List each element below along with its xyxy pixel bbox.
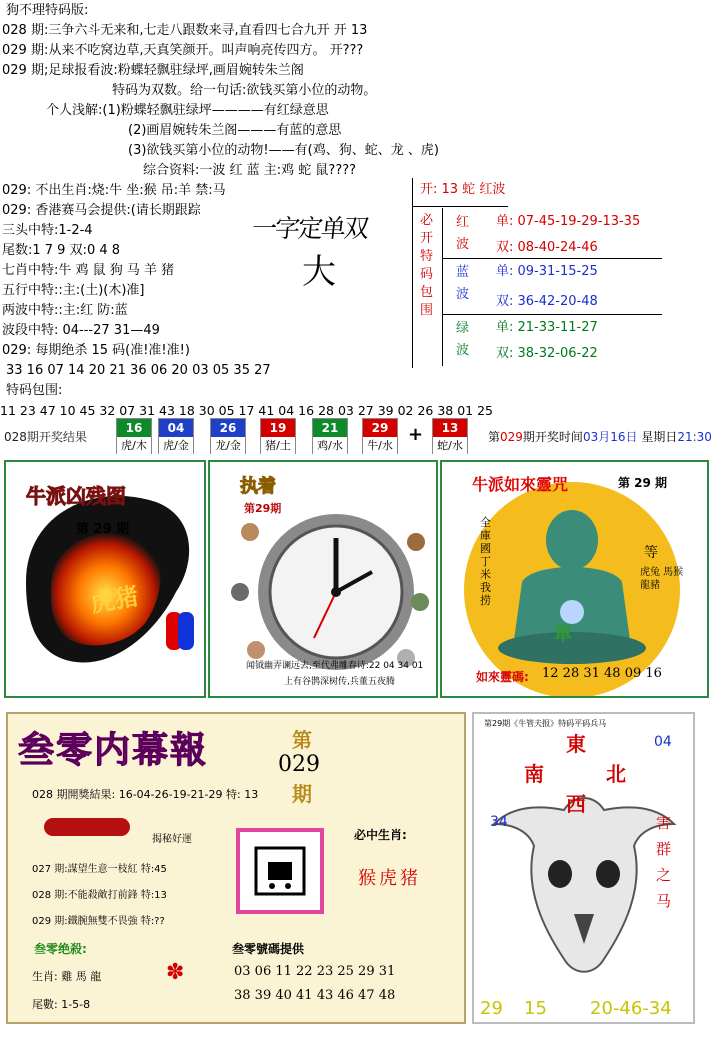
- tile4-issue: 029: [278, 752, 320, 777]
- panel-rule: [442, 314, 662, 315]
- special-numbers: 11 23 47 10 45 32 07 31 43 18 30 05 17 41 04 16 28 03 27 39 02 26 38 01 25: [0, 403, 494, 418]
- plus-sign: +: [408, 424, 424, 445]
- tile5-south: 南: [524, 762, 544, 786]
- tile3-title: 牛派如來靈咒: [472, 475, 569, 494]
- tile3-left-verse: 全庫國丁米我捞: [480, 516, 491, 607]
- red-label: 红 波: [456, 215, 470, 252]
- vertical-char: 围: [420, 303, 434, 318]
- result-ball: [260, 418, 296, 454]
- tile5-04: 04: [654, 734, 672, 750]
- next-weekday: 星期日: [641, 430, 678, 444]
- left-line-7: 两波中特::主:红 防:蓝: [2, 303, 128, 318]
- line-028: 028 期:三争六斗无来和,七走八跟数来寻,直看四七合九开 开 13: [2, 23, 368, 38]
- result-label: 028期开奖结果: [4, 430, 87, 444]
- ball-number: 04: [159, 419, 193, 437]
- left-line-8: 波段中特: 04---27 31—49: [2, 323, 160, 338]
- tile4-must: 必中生肖:: [354, 828, 407, 842]
- line-029a: 029 期:从来不吃窝边草,天真笑颜开。叫声响亮传四方。 开???: [2, 43, 364, 58]
- tile4-codes-row-2: 38 39 40 41 43 46 47 48: [234, 988, 396, 1003]
- tile4-row-1: 027 期:謀望生意一枝紅 特:45: [32, 864, 167, 875]
- tile-cruel-chart: [4, 460, 206, 698]
- vertical-char: 包: [420, 285, 434, 300]
- ball-number: 16: [117, 419, 151, 437]
- tile4-title: 叁零内幕報: [18, 730, 209, 771]
- tile4-zodiacs: 猴虎猪: [358, 868, 421, 889]
- tile3-issue: 第 29 期: [618, 476, 668, 490]
- tile-buddha-spell: [440, 460, 709, 698]
- cart-icon: [240, 832, 320, 910]
- tile3-code: 12 28 31 48 09 16: [542, 666, 662, 681]
- tile4-qi: 期: [292, 782, 312, 806]
- left-line-6: 五行中特::主:(土)(木)准]: [2, 283, 145, 298]
- red-single: 单: 07-45-19-29-13-35: [496, 214, 641, 229]
- vertical-char: 特: [420, 249, 434, 264]
- green-label: 绿 波: [456, 321, 470, 358]
- page-title: 狗不理特码版:: [6, 3, 89, 18]
- vertical-char: 码: [420, 267, 434, 282]
- tile-skull: [472, 712, 695, 1024]
- color-panel: [412, 178, 662, 368]
- blue-single: 单: 09-31-15-25: [496, 264, 598, 279]
- tile4-result: 028 期開獎結果: 16-04-26-19-21-29 特: 13: [32, 788, 259, 801]
- ball-zodiac: 牛/水: [363, 437, 397, 454]
- tile4-hint: 揭秘好運: [152, 834, 192, 845]
- tile5-north: 北: [606, 762, 626, 786]
- line-029c: 特码为双数。给一句话:欲钱买第小位的动物。: [112, 83, 377, 98]
- personal-interpretation: 个人浅解:(1)粉蝶轻飘驻绿坪————有红绿意思: [46, 103, 329, 118]
- next-mid: 期开奖时间: [522, 430, 583, 444]
- panel-top: 开: 13 蛇 红波: [420, 182, 506, 197]
- tile1-title: 牛派凶残图: [26, 484, 126, 508]
- result-ball: [362, 418, 398, 454]
- tile-insider-report: [6, 712, 466, 1024]
- ball-zodiac: 猪/土: [261, 437, 295, 454]
- tile4-banner: [44, 818, 130, 836]
- tile4-codes-row-1: 03 06 11 22 23 25 29 31: [234, 964, 396, 979]
- tile2-issue: 第29期: [244, 502, 282, 515]
- tile4-codes-title: 叁零號碼提供: [232, 942, 305, 956]
- next-prefix: 第: [488, 430, 501, 444]
- tile5-bottom-3: 20-46-34: [590, 998, 672, 1019]
- tile3-right-zodiacs: 虎兔 馬猴 龍豬: [640, 567, 684, 591]
- tile4-shengxiao: 生肖: 雞 馬 龍: [32, 970, 102, 983]
- vertical-char: 开: [420, 231, 434, 246]
- ball-zodiac: 蛇/水: [433, 437, 467, 454]
- panel-divider-2: [442, 208, 443, 366]
- vertical-char: 必: [420, 213, 434, 228]
- panel-rule: [412, 206, 508, 207]
- ball-zodiac: 龙/金: [211, 437, 245, 454]
- tile5-west: 西: [566, 792, 586, 816]
- interpretation-2: (2)画眉婉转朱兰阁———有蓝的意思: [128, 123, 342, 138]
- tile4-tips: 叁零绝殺:: [34, 942, 87, 956]
- summary-line: 综合资料:一波 红 蓝 主:鸡 蛇 鼠????: [143, 163, 357, 178]
- next-draw: [488, 428, 712, 445]
- sheep-icon: ✽: [166, 960, 185, 985]
- tile5-header: 第29期《牛管夫报》特码平码兵马: [484, 719, 607, 728]
- blue-label: 蓝 波: [456, 265, 470, 302]
- tile-persistence: [208, 460, 438, 698]
- tile5-bottom-2: 15: [524, 998, 547, 1019]
- left-line-5: 七肖中特:牛 鸡 鼠 狗 马 羊 猪: [2, 263, 175, 278]
- result-ball: [210, 418, 246, 454]
- tile5-bottom-1: 29: [480, 998, 503, 1019]
- next-time: 21:30: [677, 430, 712, 444]
- panel-vertical: [420, 212, 434, 320]
- ball-number: 13: [433, 419, 467, 437]
- tile4-row-3: 029 期:鐵腕無雙不畏強 特:??: [32, 916, 165, 927]
- left-line-9: 029: 每期绝杀 15 码(准!准!准!): [2, 343, 190, 358]
- tile4-di: 第: [292, 728, 312, 752]
- result-ball: [116, 418, 152, 454]
- panel-rule: [442, 258, 662, 259]
- tile4-icon-frame: [236, 828, 324, 914]
- tile1-center: 虎猪: [88, 582, 141, 618]
- tile2-title: 执着: [240, 476, 276, 497]
- left-line-4: 尾数:1 7 9 双:0 4 8: [2, 243, 121, 258]
- next-date: 03月16日: [582, 430, 638, 444]
- red-double: 双: 08-40-24-46: [496, 240, 598, 255]
- ball-number: 26: [211, 419, 245, 437]
- result-strip: [0, 418, 713, 458]
- tile2-caption-1: 闻钺幽弄谰远去,至代弗雕春诗:22 04 34 01: [246, 661, 424, 671]
- tile4-row-2: 028 期:不能殺敵打前鋒 特:13: [32, 890, 167, 901]
- ball-number: 19: [261, 419, 295, 437]
- tile3-right-mark: 等: [644, 545, 658, 561]
- line-029b: 029 期;足球报看波:粉蝶轻飘驻绿坪,画眉婉转朱兰阁: [2, 63, 304, 78]
- result-ball: [432, 418, 468, 454]
- tile5-poem: 害 群 之 马: [656, 814, 672, 910]
- left-line-1: 029: 不出生肖:烧:牛 坐:猴 吊:羊 禁:马: [2, 183, 226, 198]
- tile1-issue: 第 29 期: [76, 522, 130, 537]
- left-line-3: 三头中特:1-2-4: [2, 223, 93, 238]
- calligraphy-line-1: 一字定单双: [250, 214, 369, 243]
- tile4-tail: 尾數: 1-5-8: [32, 998, 91, 1011]
- left-line-2: 029: 香港赛马会提供:(请长期跟踪: [2, 203, 201, 218]
- left-line-11: 特码包围:: [6, 383, 63, 398]
- green-double: 双: 38-32-06-22: [496, 346, 598, 361]
- ball-zodiac: 虎/金: [159, 437, 193, 454]
- result-ball: [312, 418, 348, 454]
- tile3-center: 單: [554, 624, 572, 645]
- tile3-code-label: 如來靈碼:: [476, 670, 529, 684]
- ball-number: 29: [363, 419, 397, 437]
- calligraphy-line-2: 大: [302, 252, 336, 292]
- ball-zodiac: 虎/木: [117, 437, 151, 454]
- tile2-caption-2: 上有谷鹊深树传,兵董五夜腾: [284, 677, 395, 687]
- next-issue: 029: [500, 430, 523, 444]
- blue-double: 双: 36-42-20-48: [496, 294, 598, 309]
- tile5-east: 東: [566, 732, 586, 756]
- tile5-34: 34: [490, 814, 508, 830]
- result-ball: [158, 418, 194, 454]
- kill-numbers: 33 16 07 14 20 21 36 06 20 03 05 35 27: [6, 363, 271, 378]
- interpretation-3: (3)欲钱买第小位的动物!——有(鸡、狗、蛇、龙 、虎): [128, 143, 439, 158]
- green-single: 单: 21-33-11-27: [496, 320, 598, 335]
- ball-number: 21: [313, 419, 347, 437]
- ball-zodiac: 鸡/水: [313, 437, 347, 454]
